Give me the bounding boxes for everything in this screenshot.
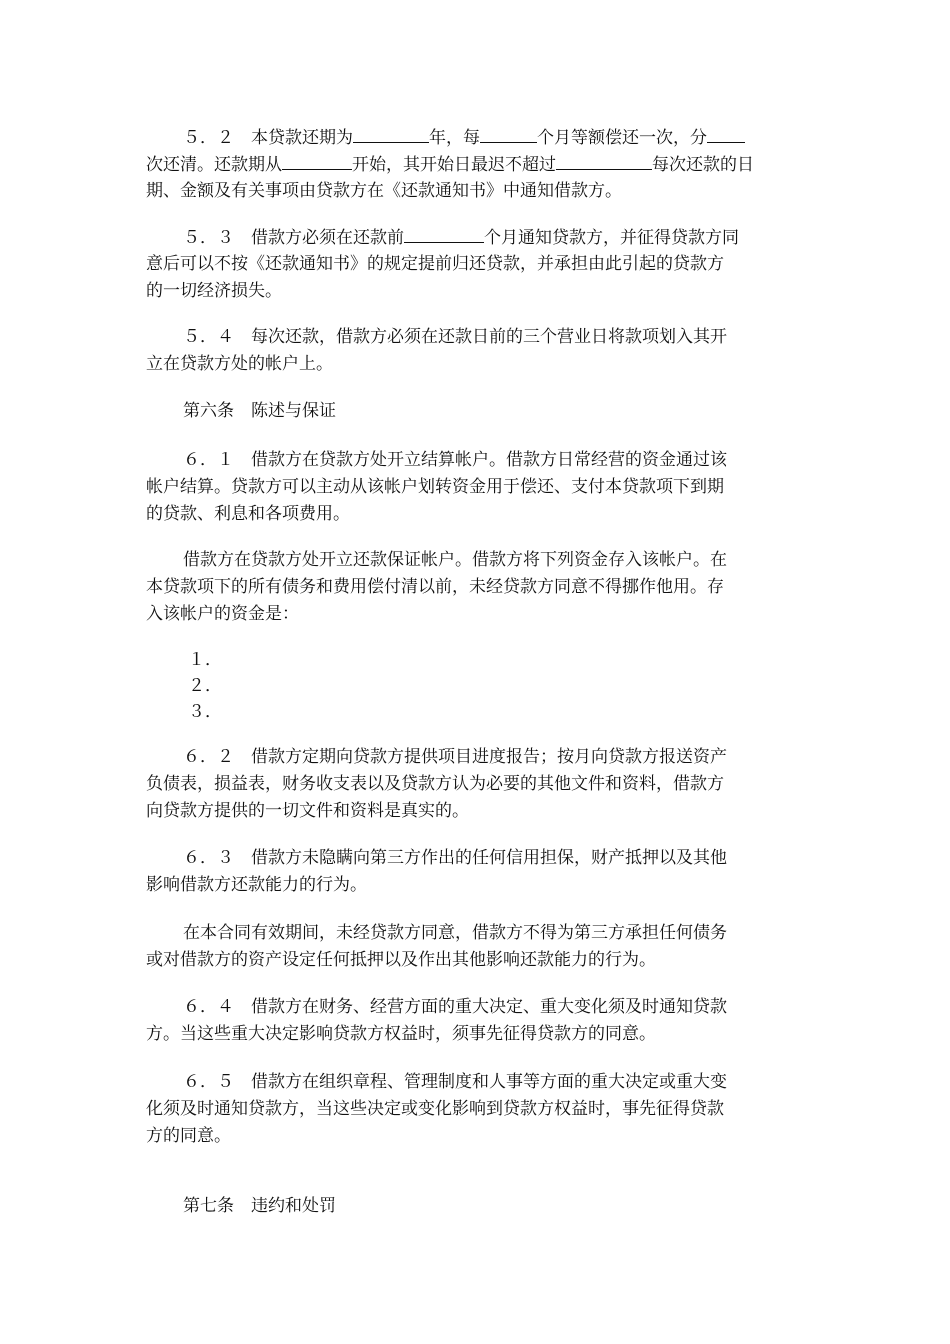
article-7-heading: 第七条 违约和处罚	[183, 1196, 336, 1216]
third-party-line-1: 在本合同有效期间，未经贷款方同意，借款方不得为第三方承担任何债务	[183, 923, 727, 943]
clause-6-2	[146, 744, 810, 825]
clause-5-2-line-2: 次还清。还款期从 开始，其开始日最迟不超过 每次还款的日	[146, 151, 810, 178]
clause-5-4-line-1: ５．４ 每次还款，借款方必须在还款日前的三个营业日将款项划入其开	[183, 327, 727, 347]
fund-list-item: ３．	[188, 702, 222, 722]
installment-months-blank	[480, 124, 537, 143]
clause-6-1-guarantee-account	[146, 547, 810, 628]
fund-list-item: ２．	[188, 676, 222, 696]
repayment-start-blank	[282, 151, 352, 170]
latest-start-date-blank	[556, 151, 652, 170]
fund-list	[188, 647, 222, 725]
clause-5-2	[146, 124, 810, 205]
clause-6-3	[146, 845, 810, 899]
clause-6-5-line-2: 化须及时通知贷款方，当这些决定或变化影响到贷款方权益时，事先征得贷款	[146, 1099, 724, 1119]
third-party-line-2: 或对借款方的资产设定任何抵押以及作出其他影响还款能力的行为。	[146, 950, 656, 970]
clause-5-3	[146, 224, 810, 305]
clause-6-5-line-3: 方的同意。	[146, 1126, 231, 1146]
clause-5-3-line-1: ５．３ 借款方必须在还款前 个月通知贷款方，并征得贷款方同	[146, 224, 810, 251]
clause-6-3-third-party	[146, 920, 810, 974]
fund-list-item: １．	[188, 650, 222, 670]
clause-5-2-line-1: ５．２ 本贷款还期为 年，每 个月等额偿还一次，分	[146, 124, 810, 151]
notice-months-blank	[404, 224, 484, 243]
clause-6-2-line-2: 负债表，损益表，财务收支表以及贷款方认为必要的其他文件和资料，借款方	[146, 774, 724, 794]
clause-5-4-line-2: 立在贷款方处的帐户上。	[146, 354, 333, 374]
clause-6-3-line-1: ６．３ 借款方未隐瞒向第三方作出的任何信用担保，财产抵押以及其他	[183, 848, 727, 868]
clause-6-1-line-2: 帐户结算。贷款方可以主动从该帐户划转资金用于偿还、支付本贷款项下到期	[146, 477, 724, 497]
clause-6-5-line-1: ６．５ 借款方在组织章程、管理制度和人事等方面的重大决定或重大变	[183, 1072, 727, 1092]
article-6-heading: 第六条 陈述与保证	[183, 401, 336, 421]
clause-5-4	[146, 324, 810, 378]
clause-6-2-line-3: 向贷款方提供的一切文件和资料是真实的。	[146, 801, 469, 821]
clause-6-2-line-1: ６．２ 借款方定期向贷款方提供项目进度报告；按月向贷款方报送资产	[183, 747, 727, 767]
clause-5-2-line-3: 期、金额及有关事项由贷款方在《还款通知书》中通知借款方。	[146, 181, 622, 201]
clause-5-3-line-3: 的一切经济损失。	[146, 281, 282, 301]
clause-6-1-line-3: 的贷款、利息和各项费用。	[146, 504, 350, 524]
guarantee-account-line-2: 本贷款项下的所有债务和费用偿付清以前，未经贷款方同意不得挪作他用。存	[146, 577, 724, 597]
clause-6-5	[146, 1069, 810, 1150]
clause-6-1-line-1: ６．１ 借款方在贷款方处开立结算帐户。借款方日常经营的资金通过该	[183, 450, 727, 470]
guarantee-account-line-1: 借款方在贷款方处开立还款保证帐户。借款方将下列资金存入该帐户。在	[183, 550, 727, 570]
clause-6-4-line-2: 方。当这些重大决定影响贷款方权益时，须事先征得贷款方的同意。	[146, 1024, 656, 1044]
clause-6-1	[146, 447, 810, 528]
clause-6-4-line-1: ６．４ 借款方在财务、经营方面的重大决定、重大变化须及时通知贷款	[183, 997, 727, 1017]
guarantee-account-line-3: 入该帐户的资金是：	[146, 604, 299, 624]
repayment-years-blank	[353, 124, 429, 143]
clause-6-3-line-2: 影响借款方还款能力的行为。	[146, 875, 367, 895]
clause-5-3-line-2: 意后可以不按《还款通知书》的规定提前归还贷款，并承担由此引起的贷款方	[146, 254, 724, 274]
installment-count-blank	[707, 124, 745, 143]
clause-6-4	[146, 994, 810, 1048]
